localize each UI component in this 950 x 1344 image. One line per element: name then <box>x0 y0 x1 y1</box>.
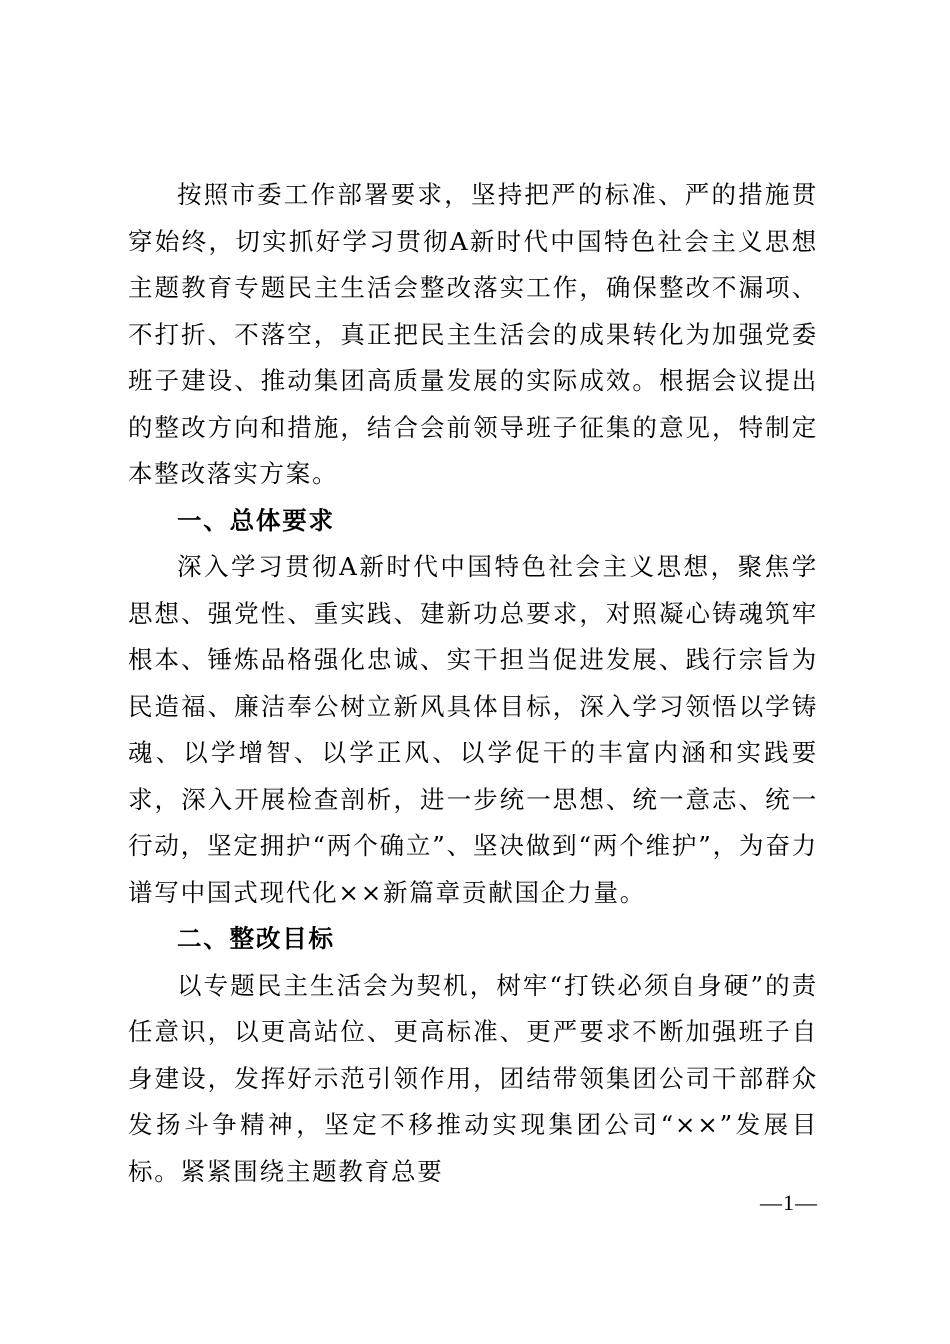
section-1-heading: 一、总体要求 <box>177 505 335 535</box>
section-2-paragraph: 以专题民主生活会为契机，树牢“打铁必须自身硬”的责任意识，以更高站位、更高标准、更严要求不断加强班子自身建设，发挥好示范引领作用，团结带领集团公司干部群众发扬斗争精神，坚定不移推动实现集团公司“××”发展目标。紧紧围绕主题教育总要 <box>128 970 818 1186</box>
intro-paragraph: 按照市委工作部署要求，坚持把严的标准、严的措施贯穿始终，切实抓好学习贯彻A新时代中国特色社会主义思想主题教育专题民主生活会整改落实工作，确保整改不漏项、不打折、不落空，真正把民主生活会的成果转化为加强党委班子建设、推动集团高质量发展的实际成效。根据会议提出的整改方向和措施，结合会前领导班子征集的意见，特制定本整改落实方案。 <box>128 180 818 488</box>
document-body <box>128 172 818 1195</box>
section-2-heading: 二、整改目标 <box>177 924 335 953</box>
section-1-paragraph: 深入学习贯彻A新时代中国特色社会主义思想，聚焦学思想、强党性、重实践、建新功总要求，对照凝心铸魂筑牢根本、锤炼品格强化忠诚、实干担当促进发展、践行宗旨为民造福、廉洁奉公树立新风具体目标，深入学习领悟以学铸魂、以学增智、以学正风、以学促干的丰富内涵和实践要求，深入开展检查剖析，进一步统一思想、统一意志、统一行动，坚定拥护“两个确立”、坚决做到“两个维护”，为奋力谱写中国式现代化××新篇章贡献国企力量。 <box>128 552 818 907</box>
page-number: —1— <box>760 1190 818 1215</box>
